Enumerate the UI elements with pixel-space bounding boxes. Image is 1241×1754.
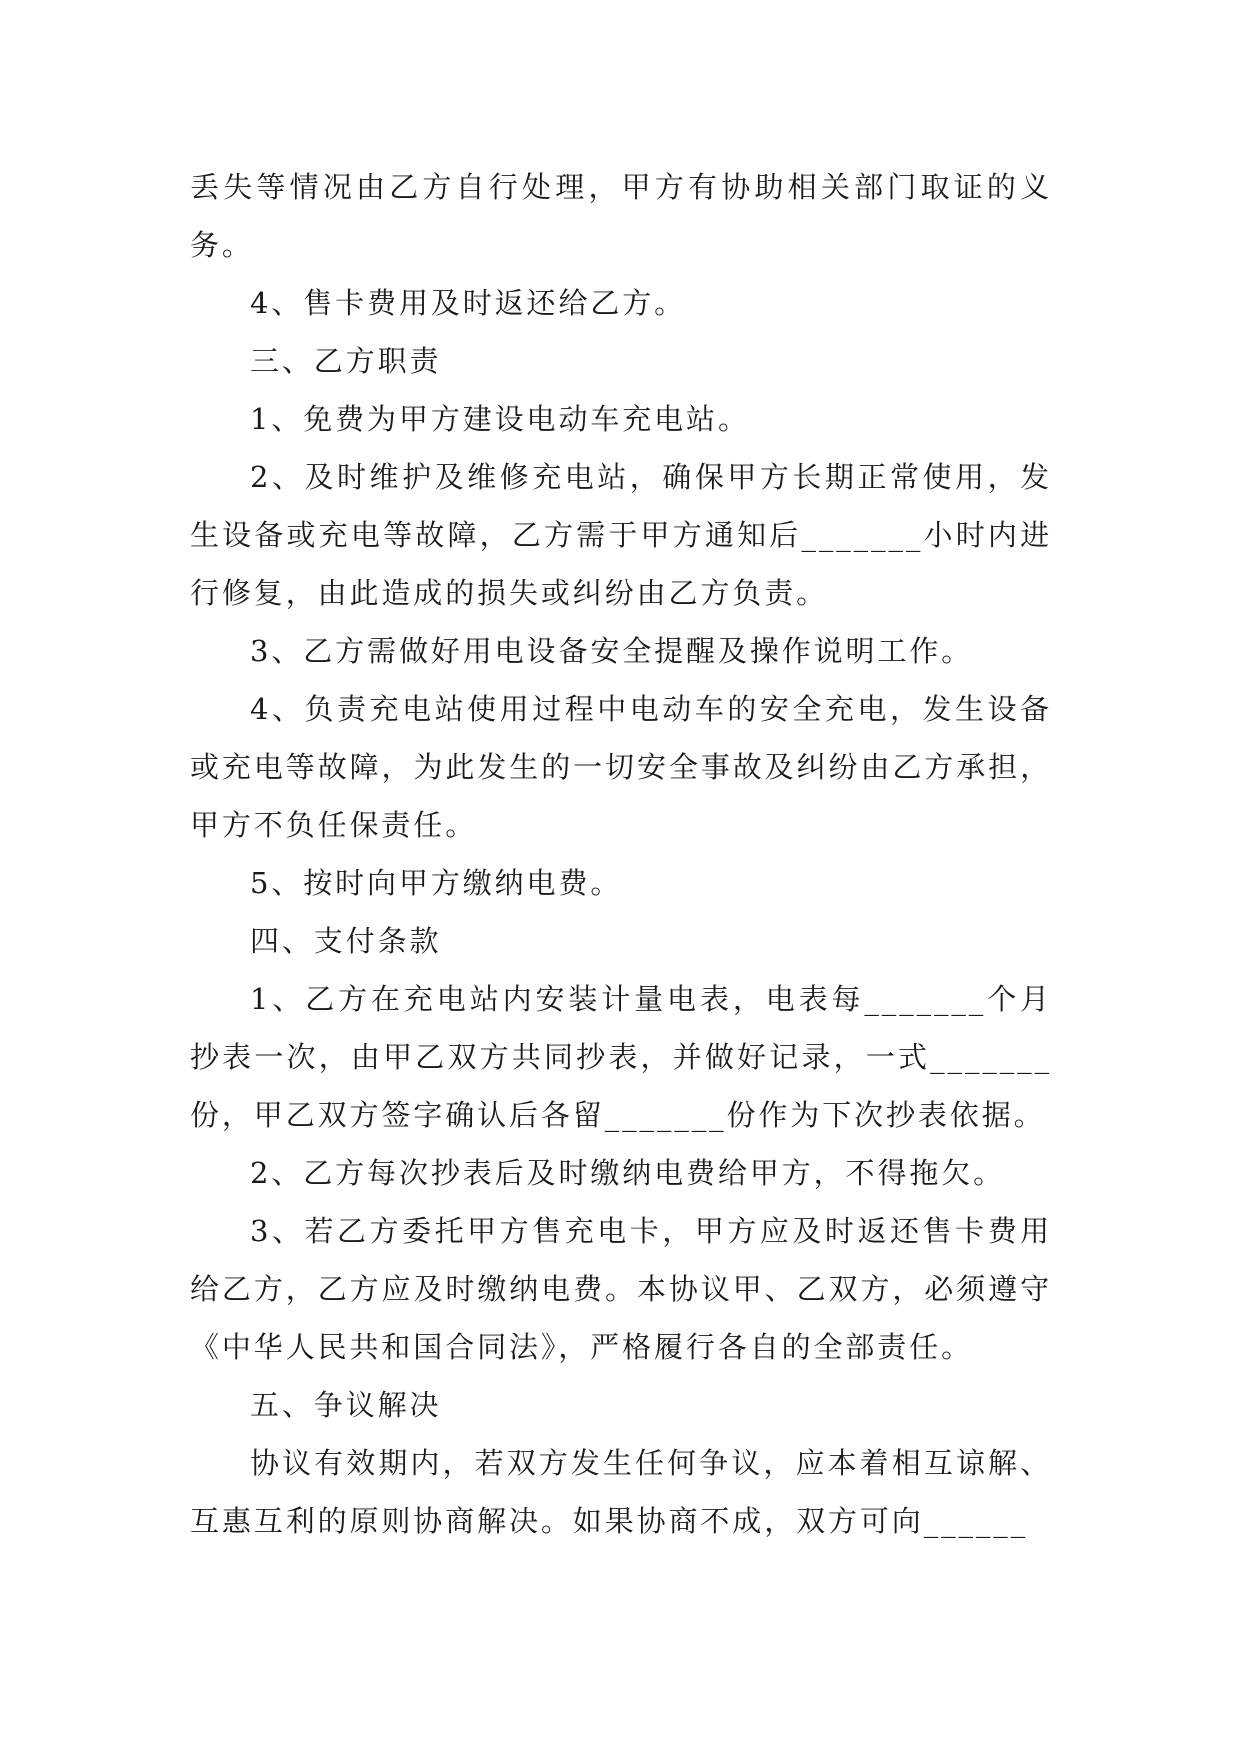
paragraph-clause-3-2: 2、及时维护及维修充电站，确保甲方长期正常使用，发生设备或充电等故障，乙方需于甲方通知后_______小时内进行修复，由此造成的损失或纠纷由乙方负责。	[190, 460, 1052, 610]
section-heading-4: 四、支付条款	[250, 924, 442, 958]
section-heading-3: 三、乙方职责	[250, 344, 442, 378]
paragraph-clause-3-1: 1、免费为甲方建设电动车充电站。	[250, 402, 750, 436]
paragraph-clause-3-5: 5、按时向甲方缴纳电费。	[250, 866, 623, 900]
document-body	[190, 158, 1052, 1550]
paragraph-clause-3-3: 3、乙方需做好用电设备安全提醒及操作说明工作。	[250, 634, 974, 668]
section-heading-5: 五、争议解决	[250, 1388, 442, 1422]
paragraph-clause-4-3: 3、若乙方委托甲方售充电卡，甲方应及时返还售卡费用给乙方，乙方应及时缴纳电费。本协议甲、乙双方，必须遵守《中华人民共和国合同法》，严格履行各自的全部责任。	[190, 1214, 1052, 1364]
paragraph-clause-4-1: 1、乙方在充电站内安装计量电表，电表每_______个月抄表一次，由甲乙双方共同抄表，并做好记录，一式_______份，甲乙双方签字确认后各留_______份作为下次抄表依据。	[190, 982, 1052, 1132]
paragraph-clause-2-4: 4、售卡费用及时返还给乙方。	[250, 286, 687, 320]
paragraph-clause-3-4: 4、负责充电站使用过程中电动车的安全充电，发生设备或充电等故障，为此发生的一切安全事故及纠纷由乙方承担，甲方不负任保责任。	[190, 692, 1052, 842]
paragraph-continuation: 丢失等情况由乙方自行处理，甲方有协助相关部门取证的义务。	[190, 170, 1052, 262]
paragraph-dispute-resolution: 协议有效期内，若双方发生任何争议，应本着相互谅解、互惠互利的原则协商解决。如果协商不成，双方可向______	[190, 1446, 1052, 1538]
paragraph-clause-4-2: 2、乙方每次抄表后及时缴纳电费给甲方，不得拖欠。	[250, 1156, 1006, 1190]
